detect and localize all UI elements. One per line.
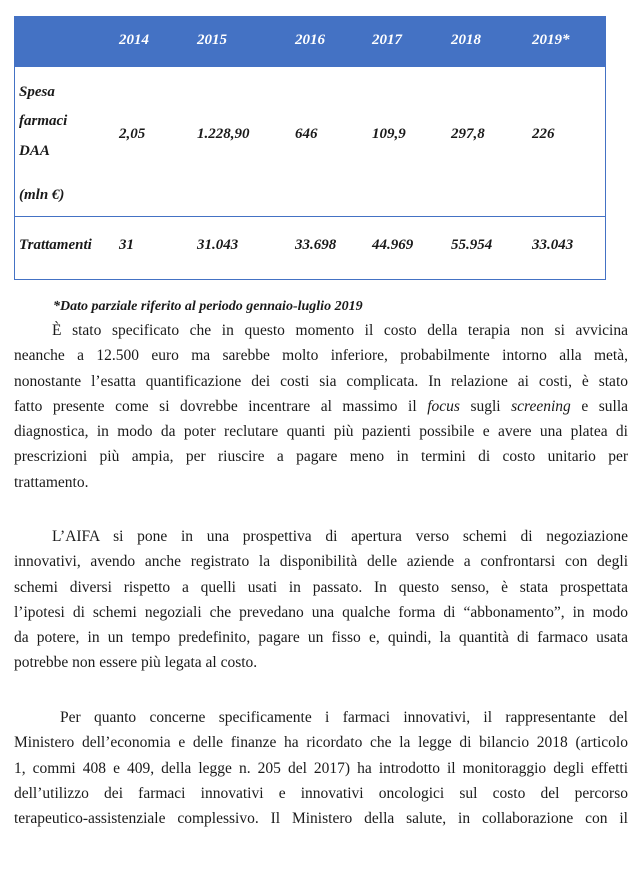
text-line: schemi diversi rispetto a quelli usati in passato. In questo senso, è stata prospettata [14,578,628,596]
text-line: terapeutico-assistenziale complessivo. Il Ministero della salute, in collaborazione con il [14,810,628,828]
text-line: dell’utilizzo dei farmaci innovativi e innovativi oncologici sul costo del percorso [14,784,628,802]
text-line: trattamento. [14,473,89,491]
table-cell: 44.969 [372,237,414,253]
text-fragment: e sulla [570,397,629,415]
table-footnote: *Dato parziale riferito al periodo gennaio-luglio 2019 [53,299,363,314]
header-year: 2017 [372,32,402,48]
header-year: 2014 [119,32,149,48]
table-cell: 297,8 [451,126,485,142]
paragraph [14,524,628,676]
row-label: farmaci [19,113,68,129]
header-year: 2018 [451,32,481,48]
text-line: Per quanto concerne specificamente i farmaci innovativi, il rappresentante del [60,709,628,726]
text-line [14,394,628,419]
text-line: diagnostica, in modo da poter reclutare quanti più pazienti possibile e avere una platea di [14,423,628,441]
text-line: prescrizioni più ampia, per riuscire a pagare meno in termini di costo unitario per [14,448,628,466]
table-cell: 109,9 [372,126,406,142]
emphasis-text: focus [427,397,460,415]
row-label-unit: (mln €) [19,187,65,203]
table-cell: 31.043 [197,237,239,253]
text-line: da potere, in un tempo predefinito, pagare un fisso e, quindi, la quantità di farmaco usata [14,629,628,647]
table-cell: 226 [532,126,555,142]
row-label: Trattamenti [19,237,92,253]
table-cell: 646 [295,126,318,142]
table-cell: 1.228,90 [197,126,250,142]
text-line: potrebbe non essere più legata al costo. [14,654,258,672]
paragraph [14,705,628,831]
header-year: 2016 [295,32,325,48]
text-line: nonostante l’esatta quantificazione dei costi sia complicata. In relazione ai costi, è stato [14,372,628,390]
text-fragment: fatto presente come si dovrebbe incentrare al massimo il [14,397,428,415]
paragraph [14,318,628,495]
text-line: È stato specificato che in questo momento il costo della terapia non si avvicina [52,322,628,339]
header-year: 2015 [197,32,227,48]
text-fragment: sugli [459,397,512,415]
text-line: Ministero dell’economia e delle finanze ha ricordato che la legge di bilancio 2018 (articolo [14,734,628,752]
text-line: l’ipotesi di schemi negoziali che prevedano una qualche forma di “abbonamento”, in modo [14,603,628,621]
text-line: neanche a 12.500 euro ma sarebbe molto inferiore, probabilmente intorno alla metà, [14,347,628,365]
table-cell: 33.043 [532,237,574,253]
text-line: 1, commi 408 e 409, della legge n. 205 del 2017) ha introdotto il monitoraggio degli effetti [14,759,628,777]
text-line: L’AIFA si pone in una prospettiva di apertura verso schemi di negoziazione [52,528,628,545]
row-label: Spesa [19,84,55,100]
emphasis-text: screening [511,397,571,415]
header-year: 2019* [532,32,570,48]
text-line: innovativi, avendo anche registrato la disponibilità delle aziende a confrontarsi con degli [14,553,628,571]
table-cell: 33.698 [295,237,337,253]
table-cell: 55.954 [451,237,493,253]
row-label: DAA [19,143,50,159]
table-cell: 31 [119,237,134,253]
table-row-trattamenti [15,217,605,279]
table-header-row [15,17,605,67]
table-row-spesa [15,67,605,217]
table-cell: 2,05 [119,126,146,142]
spesa-trattamenti-table [14,16,606,280]
